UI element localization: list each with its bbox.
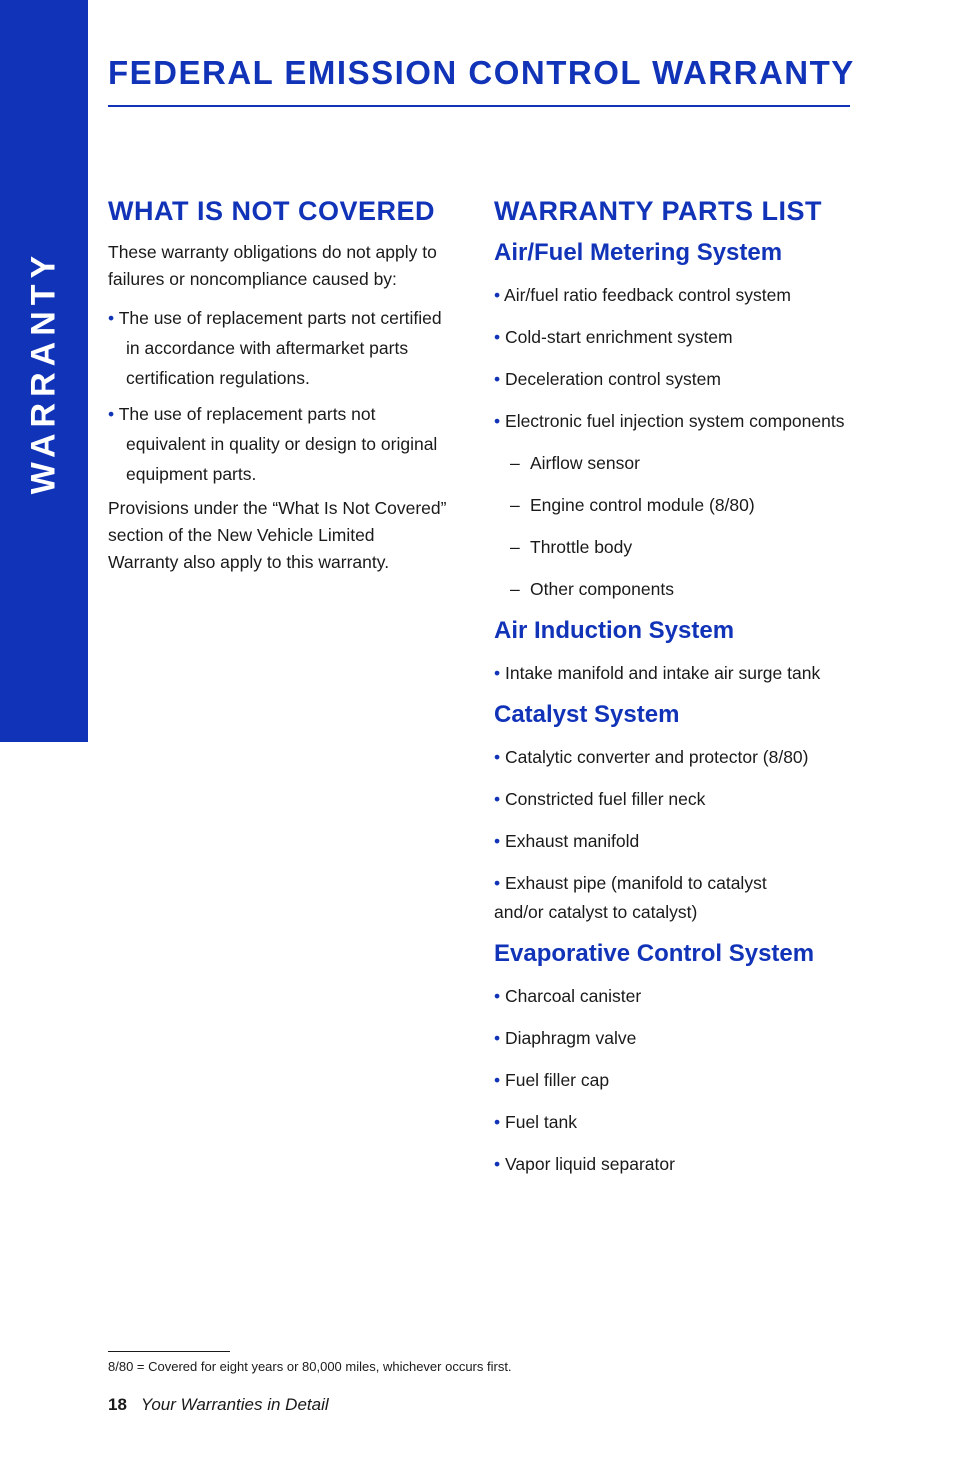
list-item: • Fuel tank (494, 1112, 577, 1132)
list-item: • Deceleration control system (494, 369, 721, 389)
list-item: • The use of replacement parts not equivalent in quality or design to original equipment parts. (108, 404, 438, 484)
sub-list-item: – Airflow sensor (494, 449, 874, 478)
not-covered-intro: These warranty obligations do not apply to failures or noncompliance caused by: (108, 242, 437, 289)
dash-icon: – (510, 537, 520, 557)
list-item: • Cold-start enrichment system (494, 327, 733, 347)
bullet-icon: • (108, 308, 115, 328)
footer-title: Your Warranties in Detail (140, 1395, 329, 1414)
dash-icon: – (510, 453, 520, 473)
parts-list-column (494, 196, 874, 1192)
air-fuel-list (494, 281, 874, 604)
section-heading-catalyst: Catalyst System (494, 701, 680, 728)
title-divider (108, 105, 850, 107)
air-induction-list (494, 659, 874, 688)
bullet-icon: • (494, 1154, 501, 1174)
bullet-icon: • (494, 747, 501, 767)
list-item: • Electronic fuel injection system components (494, 411, 845, 431)
list-item: • Charcoal canister (494, 986, 642, 1006)
parts-list-heading: WARRANTY PARTS LIST (494, 196, 823, 226)
not-covered-column (108, 196, 448, 576)
bullet-icon: • (494, 1070, 501, 1090)
bullet-icon: • (494, 1112, 501, 1132)
list-item: • Vapor liquid separator (494, 1154, 675, 1174)
sub-list-item: – Other components (494, 575, 874, 604)
evaporative-list (494, 982, 874, 1179)
bullet-icon: • (494, 986, 501, 1006)
bullet-icon: • (494, 411, 501, 431)
list-item-continuation: and/or catalyst to catalyst) (494, 902, 698, 922)
side-tab-label: WARRANTY (24, 249, 63, 495)
footnote: 8/80 = Covered for eight years or 80,000 miles, whichever occurs first. (108, 1359, 512, 1374)
bullet-icon: • (494, 285, 501, 305)
sub-list-item: – Throttle body (494, 533, 874, 562)
list-item: • Fuel filler cap (494, 1070, 610, 1090)
bullet-icon: • (494, 831, 501, 851)
list-item: • Intake manifold and intake air surge tank (494, 663, 821, 683)
bullet-icon: • (494, 873, 501, 893)
page-footer (108, 1395, 329, 1415)
list-item: • The use of replacement parts not certified in accordance with aftermarket parts certification regulations. (108, 308, 442, 388)
list-item: • Diaphragm valve (494, 1028, 637, 1048)
list-item: • Exhaust manifold (494, 831, 640, 851)
bullet-icon: • (494, 663, 501, 683)
list-item: • Catalytic converter and protector (8/80) (494, 747, 809, 767)
section-heading-evaporative: Evaporative Control System (494, 940, 815, 967)
footnote-divider (108, 1351, 230, 1352)
side-tab (0, 0, 88, 742)
section-heading-air-induction: Air Induction System (494, 617, 735, 644)
page-number: 18 (108, 1395, 127, 1414)
page-title: FEDERAL EMISSION CONTROL WARRANTY (108, 54, 855, 91)
catalyst-list (494, 743, 874, 927)
bullet-icon: • (494, 369, 501, 389)
list-item: • Constricted fuel filler neck (494, 789, 706, 809)
provisions-text: Provisions under the “What Is Not Covered” section of the New Vehicle Limited Warranty also apply to this warranty. (108, 498, 447, 572)
not-covered-heading: WHAT IS NOT COVERED (108, 196, 436, 226)
bullet-icon: • (494, 789, 501, 809)
section-heading-air-fuel: Air/Fuel Metering System (494, 239, 783, 266)
not-covered-list (108, 303, 448, 489)
bullet-icon: • (494, 327, 501, 347)
list-item: • Air/fuel ratio feedback control system (494, 285, 791, 305)
dash-icon: – (510, 579, 520, 599)
bullet-icon: • (494, 1028, 501, 1048)
bullet-icon: • (108, 404, 115, 424)
dash-icon: – (510, 495, 520, 515)
list-item: • Exhaust pipe (manifold to catalyst (494, 873, 767, 893)
sub-list-item: – Engine control module (8/80) (494, 491, 874, 520)
